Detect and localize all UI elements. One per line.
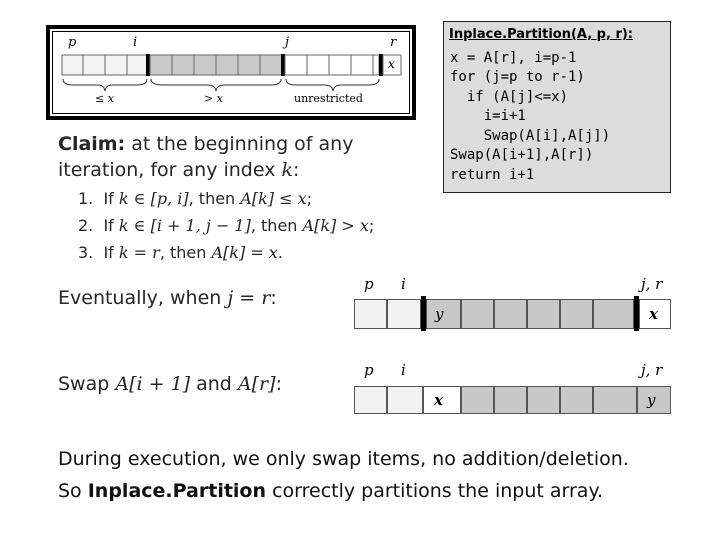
array2-y: y [647, 391, 656, 409]
code-line: Swap(A[i+1],A[r]) [450, 147, 594, 163]
conclusion-line-2 [58, 480, 603, 502]
conclusion-pre: So [58, 480, 82, 502]
item-number: 1. [78, 189, 94, 208]
array-cell [527, 299, 560, 329]
array2-label-i: i [401, 361, 406, 379]
fig-boundary-bar [379, 54, 383, 76]
fig-brace-gt [151, 79, 281, 91]
item-math2: A[k] > x [302, 216, 369, 235]
array-final [350, 272, 675, 334]
array-after-swap [350, 358, 675, 418]
item-math: k = r [118, 243, 160, 262]
code-line: return i+1 [450, 167, 535, 183]
eventually-end: : [270, 287, 277, 309]
conclusion-bold: Inplace.Partition [87, 480, 267, 502]
fig-cell [127, 55, 147, 75]
code-title: Inplace.Partition(A, p, r): [449, 27, 634, 42]
claim-line-2 [58, 159, 299, 181]
array1-y: y [435, 305, 444, 323]
fig-cell [216, 55, 238, 75]
item-mid: , then [159, 243, 207, 262]
array-cell [354, 386, 387, 414]
claim-var-k: k [281, 159, 294, 181]
item-pre: If [103, 189, 114, 208]
fig-under-le-x: ≤ x [95, 92, 114, 105]
array2-x: x [434, 391, 443, 409]
item-mid: , then [188, 189, 236, 208]
array-cell-x [423, 386, 461, 414]
array-cell-y [637, 386, 671, 414]
claim-label: Claim: [58, 133, 126, 155]
fig-cell [329, 55, 351, 75]
code-line: if (A[j]<=x) [450, 89, 569, 105]
fig-brace-unrestricted [286, 79, 379, 91]
fig-cell [62, 55, 83, 75]
fig-cell [172, 55, 194, 75]
eventually-math: j = r [227, 287, 271, 309]
array1-label-i: i [401, 275, 406, 293]
array2-label-p: p [364, 361, 374, 379]
fig-cell [285, 55, 307, 75]
conclusion-line-1: During execution, we only swap items, no addition/deletion. [58, 448, 629, 470]
swap-math1: A[i + 1] [115, 373, 191, 395]
fig-cell [105, 55, 127, 75]
claim-item-2 [78, 216, 374, 235]
array-cell-y [426, 299, 461, 329]
item-end: ; [306, 189, 313, 208]
claim-line2-end: : [293, 159, 300, 181]
array-cell [560, 386, 593, 414]
array-cell [387, 386, 423, 414]
item-number: 3. [78, 243, 94, 262]
array-cell [560, 299, 593, 329]
claim-line2-text: iteration, for any index [58, 159, 276, 181]
claim-item-3 [78, 243, 283, 262]
code-line: Swap(A[i],A[j]) [450, 128, 611, 144]
swap-label: Swap [58, 373, 110, 395]
array-cell [494, 299, 527, 329]
fig-cell [373, 55, 379, 75]
fig-cell [307, 55, 329, 75]
code-line: x = A[r], i=p-1 [450, 50, 577, 66]
eventually-label: Eventually, when [58, 287, 222, 309]
fig-cell [83, 55, 105, 75]
fig-label-x: x [388, 57, 395, 71]
claim-line1-text: at the beginning of any [131, 133, 354, 155]
fig-label-i: i [133, 35, 138, 50]
item-math2: A[k] = x [211, 243, 278, 262]
fig-brace-le [63, 79, 147, 91]
swap-and: and [196, 373, 232, 395]
swap-text [58, 373, 282, 395]
item-math: k ∈ [p, i] [118, 189, 189, 208]
fig-under-gt-x: > x [204, 92, 223, 105]
fig-label-j: j [285, 35, 290, 50]
array-cell [461, 386, 494, 414]
array-cell [527, 386, 560, 414]
array1-label-p: p [364, 275, 374, 293]
item-number: 2. [78, 216, 94, 235]
array1-label-jr: j, r [641, 275, 663, 293]
array-cell [593, 299, 634, 329]
claim-item-1 [78, 189, 312, 208]
item-pre: If [103, 216, 114, 235]
item-math: k ∈ [i + 1, j − 1] [118, 216, 251, 235]
fig-label-p: p [68, 35, 77, 50]
partition-figure [52, 31, 410, 114]
item-end: ; [368, 216, 375, 235]
code-line: i=i+1 [450, 108, 526, 124]
array-cell [593, 386, 637, 414]
array-cell [494, 386, 527, 414]
eventually-text [58, 287, 277, 309]
fig-boundary-bar [146, 54, 150, 76]
array-cell [461, 299, 494, 329]
fig-under-unrestricted: unrestricted [294, 92, 363, 105]
fig-cell [194, 55, 216, 75]
array-cell [387, 299, 421, 329]
claim-line-1 [58, 133, 353, 155]
code-line: for (j=p to r-1) [450, 69, 585, 85]
item-pre: If [103, 243, 114, 262]
item-math2: A[k] ≤ x [240, 189, 307, 208]
fig-label-r: r [390, 35, 397, 50]
fig-cell [260, 55, 282, 75]
swap-math2: A[r] [237, 373, 276, 395]
array-cell [354, 299, 387, 329]
item-mid: , then [250, 216, 298, 235]
item-end: . [277, 243, 283, 262]
swap-end: : [275, 373, 282, 395]
array1-x: x [649, 305, 658, 323]
array-cell-x [639, 299, 671, 329]
conclusion-post: correctly partitions the input array. [272, 480, 604, 502]
fig-cell [351, 55, 373, 75]
fig-cell [150, 55, 172, 75]
fig-boundary-bar [281, 54, 285, 76]
array2-label-jr: j, r [641, 361, 663, 379]
fig-cell [238, 55, 260, 75]
